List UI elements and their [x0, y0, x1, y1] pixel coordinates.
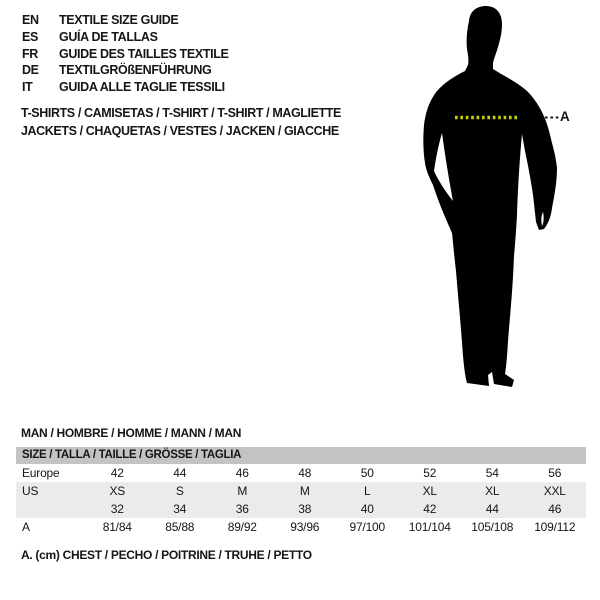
size-cell: 38: [298, 502, 312, 516]
size-cell: 42: [110, 466, 124, 480]
size-cell: 34: [173, 502, 187, 516]
size-cell: 44: [173, 466, 187, 480]
language-code: ES: [22, 29, 38, 44]
row-label: [16, 500, 86, 518]
size-cell: 54: [485, 466, 499, 480]
size-cell: 48: [298, 466, 312, 480]
language-title: TEXTILE SIZE GUIDE: [59, 13, 179, 27]
category-tshirts: T-SHIRTS / CAMISETAS / T-SHIRT / T-SHIRT / MAGLIETTE: [21, 106, 341, 120]
size-table-header: SIZE / TALLA / TAILLE / GRÖSSE / TAGLIA: [16, 447, 586, 464]
language-title: GUIDA ALLE TAGLIE TESSILI: [59, 80, 225, 95]
size-cell: 44: [485, 502, 499, 516]
size-cell: M: [237, 484, 248, 498]
category-list: [21, 104, 341, 140]
size-cell: 52: [423, 466, 437, 480]
measure-label-a: A: [560, 109, 570, 124]
size-cell: 46: [548, 502, 562, 516]
size-cell: 46: [235, 466, 249, 480]
row-label: Europe: [22, 466, 60, 480]
size-cell: 42: [423, 502, 437, 516]
male-silhouette-icon: [415, 5, 585, 395]
size-table: [16, 464, 586, 536]
size-cell: 109/112: [534, 520, 576, 534]
table-row: [16, 482, 586, 500]
size-cell: 81/84: [102, 520, 132, 534]
language-code: FR: [22, 46, 38, 61]
size-cell: XXL: [543, 484, 566, 498]
size-cell: 89/92: [227, 520, 257, 534]
size-cell: M: [299, 484, 310, 498]
language-row: [22, 46, 229, 63]
language-row: [22, 62, 229, 79]
language-row: [22, 29, 229, 46]
row-label: US: [22, 484, 39, 498]
measurement-footnote: A. (cm) CHEST / PECHO / POITRINE / TRUHE / PETTO: [21, 548, 312, 562]
language-title: GUIDE DES TAILLES TEXTILE: [59, 46, 229, 61]
size-cell: 97/100: [349, 520, 385, 534]
size-cell: 93/96: [290, 520, 320, 534]
table-row: [16, 464, 586, 482]
language-title: TEXTILGRÖßENFÜHRUNG: [59, 63, 212, 78]
male-silhouette-figure: [415, 5, 585, 395]
size-cell: 101/104: [408, 520, 451, 534]
size-cell: 85/88: [165, 520, 195, 534]
size-cell: 36: [235, 502, 249, 516]
size-cell: XL: [485, 484, 500, 498]
size-cell: XS: [109, 484, 126, 498]
size-cell: XL: [422, 484, 437, 498]
size-cell: S: [175, 484, 184, 498]
language-title: GUÍA DE TALLAS: [59, 29, 158, 44]
language-code: DE: [22, 63, 39, 78]
language-row: [22, 12, 229, 29]
size-cell: 105/108: [471, 520, 514, 534]
language-title-list: [22, 12, 229, 96]
size-cell: 50: [360, 466, 374, 480]
category-jackets: JACKETS / CHAQUETAS / VESTES / JACKEN / GIACCHE: [21, 124, 339, 138]
size-cell: 56: [548, 466, 562, 480]
section-title-man: MAN / HOMBRE / HOMME / MANN / MAN: [21, 426, 242, 440]
language-code: IT: [22, 80, 33, 95]
table-row: [16, 500, 586, 518]
language-code: EN: [22, 13, 39, 27]
size-cell: L: [364, 484, 371, 498]
table-row: [16, 518, 586, 536]
size-cell: 32: [110, 502, 124, 516]
row-label: A: [22, 520, 30, 534]
size-cell: 40: [360, 502, 374, 516]
silhouette-body: [423, 6, 557, 387]
size-table-body: [16, 464, 586, 536]
language-row: [22, 79, 229, 96]
